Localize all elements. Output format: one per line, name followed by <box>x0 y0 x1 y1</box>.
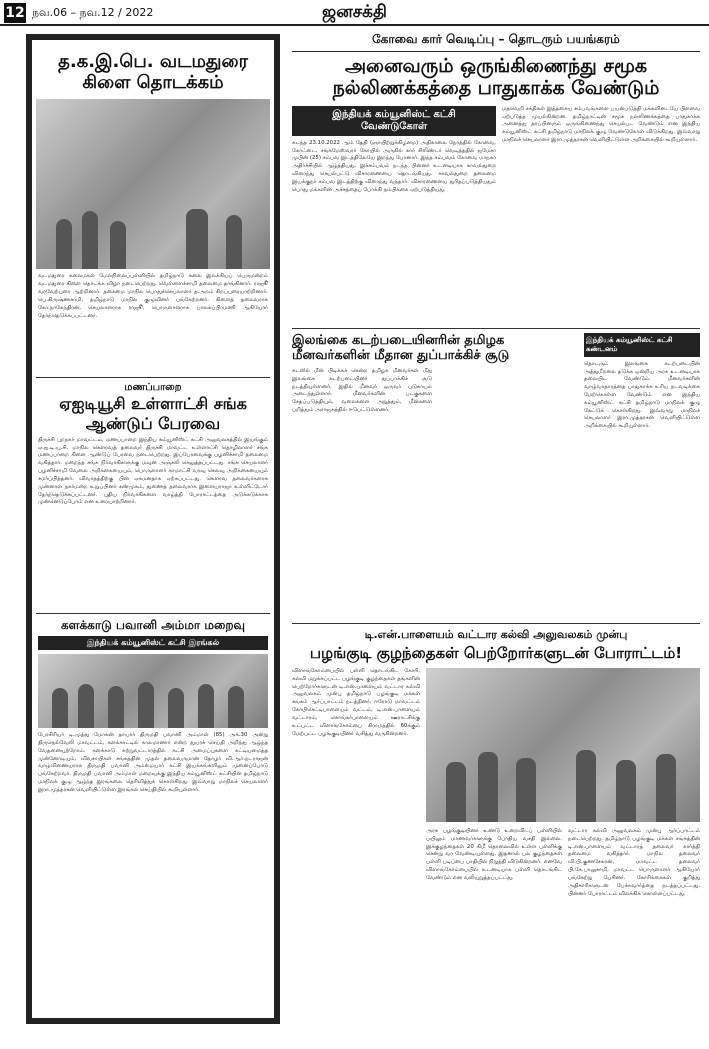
page-header <box>0 0 709 26</box>
r-story1-tag-line2: வேண்டுகோள் <box>360 120 428 132</box>
masthead: ஜனசக்தி <box>322 2 387 22</box>
r-story1-title-line2: நல்லிணக்கத்தை பாதுகாக்க வேண்டும் <box>332 76 660 99</box>
story2-kicker: மணப்பாறை <box>124 382 182 394</box>
r-story3-kicker: டி.என்.பாளையம் வட்டார கல்வி அலுவலகம் முன்பு <box>364 627 628 641</box>
story3-photo <box>38 654 268 728</box>
r-story1-title-line1: அனைவரும் ஒருங்கிணைந்து சமூக <box>344 55 648 77</box>
r-story1-body-a: கடந்த 23.10.2022 ஆம் தேதி (ஞாயிற்றுக்கிழமை) அதிகாலை நேரத்தில் கோவை, கோட்டை, சங்கமேஸ்வரர் கோயில் அருகில் கார் சிலிண்டர் வெடித்ததில் ஜமேசா முபின் (25) சம்பவ இடத்திலேயே இறந்து போனார். இந்த சம்பவம் கோவை மாநகர அதிர்ச்சியில் ஆழ்த்தியது. இச்சம்பவம் நடந்த பின்னர் உடனடியாக காவல்துறை விரைந்து செயல்பட்டு விசாரணையை தொடங்கியது. காவல்துறை தலைமை இயக்குநர் சம்பவ இடத்திற்கு விரைந்து வந்தார். விசாரணையை துரிதப்படுத்தியதும் பொது மக்களின் அச்சத்தைப் போக்கி நம்பிக்கை ஏற்படுத்தியது. <box>292 139 496 193</box>
story1-title-line1: த.க.இ.பெ. வடமதுரை <box>58 51 248 72</box>
r-story2-tag <box>584 333 700 357</box>
r-story2-body-c <box>438 368 578 606</box>
r-story3-body-c: வட்டார கல்வி அலுவலகம் முன்பு ஆர்ப்பாட்டம் நடைபெற்றது. தமிழ்நாடு பழங்குடி மக்கள் சங்கத்தின் டி.என்.பாளையம் வட்டாரத் தலைவர் கார்த்தி தலைமை வகித்தார். மாநில தலைவர் வி.பி.குணசேகரன், மாவட்ட தலைவர் பி.கே.பாலுசாமி, மாவட்ட பொருளாளர் ஆகியோர் பங்கேற்று பேசினர். கோரிக்கைகள் குறித்து அதிகாரிகளுடன் பேச்சுவார்த்தை நடத்தப்பட்டது. பின்னர் போராட்டம் விலக்கிக் கொள்ளப்பட்டது. <box>568 827 700 897</box>
story3-body: பேரசிரியர் டி.முத்து மோகன் தாயார் திருமதி பவானி அம்மாள் (85) அக்.30 அன்று திருநெல்வேலி மாவட்டம், களக்காட்டில் காலமானார் என்ற துயரச் செய்தி அறிந்து ஆழ்ந்த வேதனையுற்றோம். களக்காடு சுற்றுவட்டாரத்தில் கட்சி அமைப்புகளை கட்டியமைத்த முன்னோடியும், விவசாயிகள் சங்கத்தின் முதல் தலைவருமான தோழர் வி.ஆர்.நடராஜன் வாழ்விணையராக திருமதி பவானி அம்மையார் கட்சி இயக்கங்களிலும் முனைப்போடு பங்கேற்றவர். திருமதி பவானி அம்மாள் மறைவுக்கு இந்திய கம்யூனிஸ்ட் கட்சியின் தமிழ்நாடு மாநிலக் குழு ஆழ்ந்த இரங்கலை தெரிவித்துக் கொள்கிறது. இவ்வாறு மாநிலச் செயலாளர் இரா.முத்தரசன் வெளியிட்டுள்ள இரங்கல் செய்தியில் கூறியுள்ளார். <box>38 732 268 793</box>
r-story2-title-line2: மீனவர்களின் மீதான துப்பாக்கிச் சூடு <box>292 348 510 364</box>
story1-title-line2: கிளை தொடக்கம் <box>82 71 224 93</box>
page-number: 12 <box>5 5 25 21</box>
story3-title: களக்காடு பவானி அம்மா மறைவு <box>61 617 245 632</box>
story2-title-line2: ஆண்டுப் பேரவை <box>85 413 221 433</box>
story2-body: திருச்சி புறநகர் மாவட்டம், மணப்பாறை இந்திய கம்யூனிஸ்ட் கட்சி அலுவலகத்தில் இயங்கும் ஏ.ஐ.டி.யு.சி. மாநில கௌரவத் தலைவர் திருச்சி மாவட்ட உள்ளாட்சி தொழிலாளர் சங்க மணப்பாறை கிளை ஆண்டுப் பேரவை நடைபெற்றது. இப்பேரவைக்கு பழனிச்சாமி தலைமை வகித்தார். மறைந்த சங்க நிர்வாகிகளுக்கு மவுன அஞ்சலி செலுத்தப்பட்டது. சங்க செயலாளர் பழனிச்சாமி வேலை அறிக்கையையும், பொருளாளர் காமாட்சி வரவு செலவு அறிக்கையையும் சமர்ப்பித்தனர். விவாதத்திற்கு பின் ஏகமனதாக ஏற்கப்பட்டது. கௌரவ தலைவர்களாக முன்னாள் நகர்மன்ற உறுப்பினர் சண்முகம், துணைத் தலைவராக இளையராஜா உள்ளிட்டோர் தேர்ந்தெடுக்கப்பட்டனர். புதிய நிர்வாகிகளை வாழ்த்தி போராட்டத்தை அடுக்கடுக்காக முன்னெடுப்போம் என உரையாற்றினார். <box>38 436 268 506</box>
left-column <box>26 34 280 1024</box>
r-story1-tag <box>292 106 496 136</box>
story1-body: வடமதுரை கலைமகள் மேல்நிலைப்பள்ளியில் தமிழ்நாடு கலை இலக்கியப் பெருமன்றம் வடமதுரை கிளை தொடக்க விழா நடைபெற்றது. வெள்ளைச்சாமி தலைமை தாங்கினார். ராஜூ வரவேற்புரை ஆற்றினார். தகைமை மாநில பொதுச்செயலாளர் த.அறம் சிறப்புரையாற்றினார். பெ.கிருஷ்ணசாமி, தமிழ்நாடு மாநில குழுவினர் பங்கேற்றனர். கிளைத் தலைவராக கோ.நாகேந்திரன், செயலாளராக ராஜூ, பொருளாளராக பாலசுப்பிரமணி ஆகியோர் தேர்ந்தெடுக்கப்பட்டனர். <box>38 273 268 319</box>
story1-photo <box>36 99 270 269</box>
r-story1-tag-line1: இந்தியக் கம்யூனிஸ்ட் கட்சி <box>332 108 456 120</box>
right-column <box>292 32 700 1032</box>
story2-title-line1: ஏஐடியூசி உள்ளாட்சி சங்க <box>59 394 247 414</box>
r-story2-tag-line1: இந்தியக் கம்யூனிஸ்ட் கட்சி <box>586 335 673 344</box>
r-story2-title-line1: இலங்கை கடற்படையினரின் தமிழக <box>292 332 505 348</box>
issue-date: நவ.06 – நவ.12 / 2022 <box>32 6 154 19</box>
r-story2-tag-line2: கண்டனம் <box>586 344 618 353</box>
r-story3-body-a: விளாங்கோம்பையில் பள்ளி தொடங்கிட கோரி, கல்வி மறுக்கப்பட்ட பழங்குடி குழந்தைகள் தங்களின் பெற்றோர்களுடன் டி.என்.பாளையம் வட்டார கல்வி அலுவலகம் முன்பு தமிழ்நாடு பழங்குடி மக்கள் சங்கம் ஆர்ப்பாட்டம் நடத்தினர். ஈரோடு மாவட்டம் கோபிசெட்டிபாளையம் வட்டம், டி.என்.பாளையம் வட்டாரம், கொங்கர்பாளையம் ஊராட்சிக்கு உட்பட்ட விளாங்கோம்பை கிராமத்தில் 60க்கும் மேற்பட்ட பழங்குடியினர் வசித்து வருகின்றனர். <box>292 667 420 737</box>
r-story1-kicker: கோவை கார் வெடிப்பு – தொடரும் பயங்கரம் <box>292 32 700 52</box>
r-story3-title: பழங்குடி குழந்தைகள் பெற்றோர்களுடன் போராட்டம்! <box>309 643 683 662</box>
r-story2-body-a: கடலில் மீன் பிடிக்கச் சென்ற தமிழக மீனவர்கள் மீது இலங்கை கடற்படையினர் துப்பாக்கிச் சூடு நடத்தியுள்ளனர். இதில் மீனவர் ஒருவர் படுகாயம் அடைந்துள்ளார். மீனவர்களின் படகுகளை சேதப்படுத்தியும், வலைகளை அறுத்தும், மீன்களை பறித்தும் அராஜகத்தில் ஈடுபட்டுள்ளனர். <box>292 367 432 414</box>
r-story2-body-b: தொடரும் இலங்கை கடற்படையின் அத்துமீறலை தடுக்க ஒன்றிய அரசு உடனடியாக தலையிட வேண்டும். மீனவர்களின் வாழ்வாதாரத்தை பாதுகாக்க உரிய நடவடிக்கை மேற்கொள்ள வேண்டும் என இந்திய கம்யூனிஸ்ட் கட்சி தமிழ்நாடு மாநிலக் குழு கேட்டுக் கொள்கிறது. இவ்வாறு மாநிலச் செயலாளர் இரா.முத்தரசன் வெளியிட்டுள்ள அறிக்கையில் கூறியுள்ளார். <box>584 360 700 430</box>
r-story3-photo <box>426 668 700 822</box>
r-story3-body-b: அரசு பழங்குடியினர் உண்டு உறைவிடப் பள்ளியில் பயிலும் மாணவர்களுக்கு போதிய வசதி இல்லை. இக்குழந்தைகள் 20 கிமீ தொலைவில் உள்ள பள்ளிக்கு சென்று வர வேண்டியுள்ளது. இதனால் பல குழந்தைகள் பள்ளி படிப்பை பாதியில் நிறுத்தி விடுகின்றனர். எனவே விளாங்கோம்பையில் உடனடியாக பள்ளி தொடங்கிட வேண்டும் என வலியுறுத்தப்பட்டது. <box>426 827 562 881</box>
story3-tag: இந்தியக் கம்யூனிஸ்ட் கட்சி இரங்கல் <box>38 636 268 650</box>
r-story1-body-b: மதவெறி சக்திகள் இத்தகைய சம்பவங்களை பயன்படுத்தி மக்களிடையே பிளவை ஏற்படுத்த முயல்கின்றன. தமிழ்நாட்டின் சமூக நல்லிணக்கத்தை பாதுகாக்க அனைத்து தரப்பினரும் ஒருங்கிணைந்து செயல்பட வேண்டும் என இந்திய கம்யூனிஸ்ட் கட்சி தமிழ்நாடு மாநிலக் குழு வேண்டுகோள் விடுக்கிறது. இவ்வாறு மாநிலச் செயலாளர் இரா.முத்தரசன் வெளியிட்டுள்ள அறிக்கையில் கூறியுள்ளார். <box>502 105 700 143</box>
